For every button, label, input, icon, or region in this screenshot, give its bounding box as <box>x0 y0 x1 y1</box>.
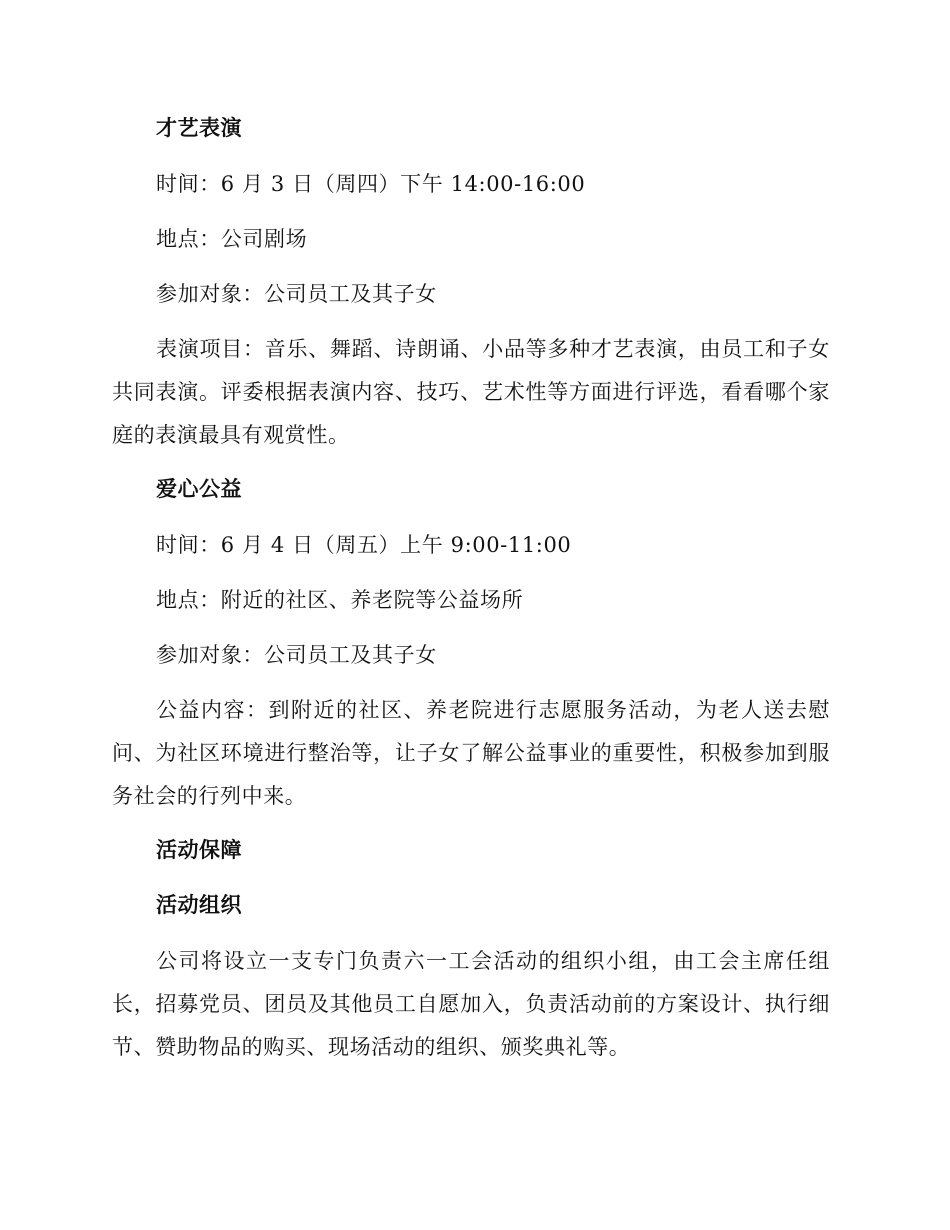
talent-show-participants: 参加对象：公司员工及其子女 <box>156 282 437 306</box>
section-heading-charity: 爱心公益 <box>156 477 242 501</box>
document-body <box>112 108 830 1081</box>
talent-show-time: 时间：6 月 3 日（周四）下午 14:00-16:00 <box>156 172 586 196</box>
section-heading-activity-organization: 活动组织 <box>156 893 242 917</box>
charity-time: 时间：6 月 4 日（周五）上午 9:00-11:00 <box>156 533 572 557</box>
charity-content: 公益内容：到附近的社区、养老院进行志愿服务活动，为老人送去慰问、为社区环境进行整治等，让子女了解公益事业的重要性，积极参加到服务社会的行列中来。 <box>112 698 830 808</box>
section-heading-talent-show: 才艺表演 <box>156 116 242 140</box>
charity-participants: 参加对象：公司员工及其子女 <box>156 643 437 667</box>
talent-show-program: 表演项目：音乐、舞蹈、诗朗诵、小品等多种才艺表演，由员工和子女共同表演。评委根据表演内容、技巧、艺术性等方面进行评选，看看哪个家庭的表演最具有观赏性。 <box>112 337 830 447</box>
charity-location: 地点：附近的社区、养老院等公益场所 <box>156 588 524 612</box>
talent-show-location: 地点：公司剧场 <box>156 227 308 251</box>
section-heading-activity-support: 活动保障 <box>156 838 242 862</box>
organization-description: 公司将设立一支专门负责六一工会活动的组织小组，由工会主席任组长，招募党员、团员及其他员工自愿加入，负责活动前的方案设计、执行细节、赞助物品的购买、现场活动的组织、颁奖典礼等。 <box>112 949 830 1059</box>
